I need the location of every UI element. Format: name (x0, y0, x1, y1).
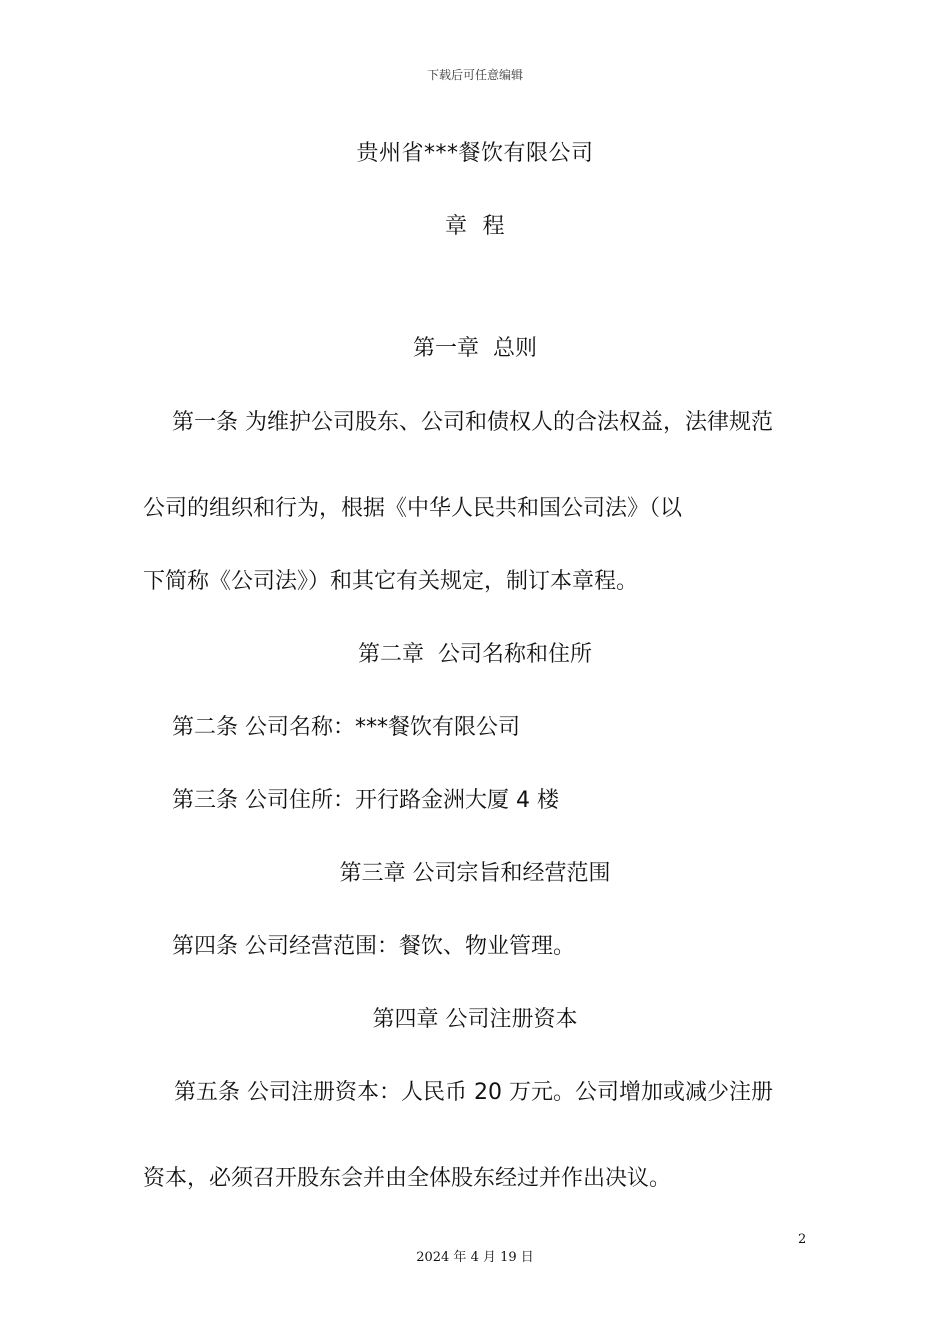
page-number: 2 (798, 1232, 807, 1247)
footer-date: 2024 年 4 月 19 日 (416, 1250, 534, 1265)
article-2: 第二条 公司名称：***餐饮有限公司 (172, 715, 520, 740)
article-3: 第三条 公司住所：开行路金洲大厦 4 楼 (172, 788, 559, 813)
chapter-heading-1: 第一章 总则 (413, 336, 537, 361)
chapter-heading-3: 第三章 公司宗旨和经营范围 (339, 861, 611, 886)
article-1-line-3: 下简称《公司法》）和其它有关规定，制订本章程。 (143, 569, 639, 594)
article-1-line-2: 公司的组织和行为，根据《中华人民共和国公司法》（以 (143, 496, 683, 521)
article-4: 第四条 公司经营范围：餐饮、物业管理。 (172, 934, 575, 959)
chapter-heading-2: 第二章 公司名称和住所 (358, 642, 592, 667)
chapter-heading-4: 第四章 公司注册资本 (372, 1007, 578, 1032)
document-title: 章 程 (445, 214, 505, 239)
article-5-line-1: 第五条 公司注册资本：人民币 20 万元。公司增加或减少注册 (174, 1080, 773, 1105)
header-note: 下载后可任意编辑 (426, 68, 523, 82)
article-5-line-2: 资本，必须召开股东会并由全体股东经过并作出决议。 (143, 1166, 672, 1191)
company-title: 贵州省***餐饮有限公司 (356, 141, 594, 166)
article-1-line-1: 第一条 为维护公司股东、公司和债权人的合法权益，法律规范 (172, 410, 773, 435)
